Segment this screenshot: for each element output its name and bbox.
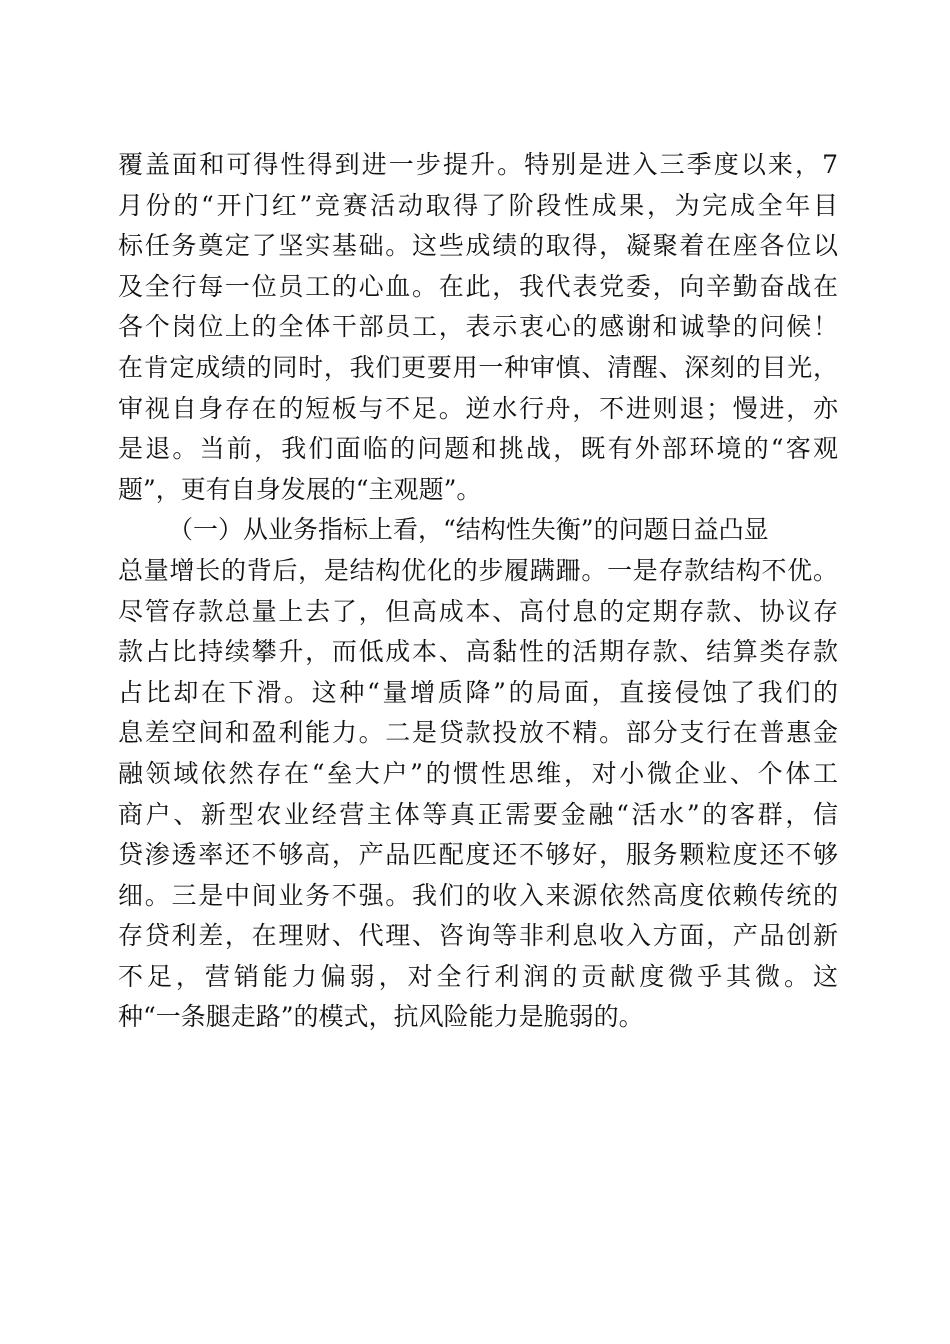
text-line: 商户、新型农业经营主体等真正需要金融“活水”的客群，信 — [118, 799, 838, 829]
text-line: 题”，更有自身发展的“主观题”。 — [118, 474, 482, 504]
text-line: 审视自身存在的短板与不足。逆水行舟，不进则退；慢进，亦 — [118, 393, 838, 423]
section-heading: （一）从业务指标上看，“结构性失衡”的问题日益凸显 — [168, 515, 769, 545]
text-line: 存贷利差，在理财、代理、咨询等非利息收入方面，产品创新 — [118, 921, 838, 951]
text-line: 及全行每一位员工的心血。在此，我代表党委，向辛勤奋战在 — [118, 271, 838, 301]
text-line: 融领域依然存在“垒大户”的惯性思维，对小微企业、个体工 — [118, 758, 838, 788]
text-line: 尽管存款总量上去了，但高成本、高付息的定期存款、协议存 — [118, 596, 838, 626]
text-line: 息差空间和盈利能力。二是贷款投放不精。部分支行在普惠金 — [118, 718, 838, 748]
text-line: 总量增长的背后，是结构优化的步履蹒跚。一是存款结构不优。 — [118, 555, 838, 585]
text-line: 是退。当前，我们面临的问题和挑战，既有外部环境的“客观 — [118, 434, 838, 464]
text-line: 款占比持续攀升，而低成本、高黏性的活期存款、结算类存款 — [118, 637, 838, 667]
text-line: 种“一条腿走路”的模式，抗风险能力是脆弱的。 — [118, 1002, 644, 1032]
text-line: 贷渗透率还不够高，产品匹配度还不够好，服务颗粒度还不够 — [118, 840, 838, 870]
text-line: 在肯定成绩的同时，我们更要用一种审慎、清醒、深刻的目光， — [118, 352, 838, 382]
text-line: 细。三是中间业务不强。我们的收入来源依然高度依赖传统的 — [118, 880, 838, 910]
text-line: 覆盖面和可得性得到进一步提升。特别是进入三季度以来，7 — [118, 150, 838, 179]
text-line: 月份的“开门红”竞赛活动取得了阶段性成果，为完成全年目 — [118, 190, 838, 220]
text-line: 各个岗位上的全体干部员工，表示衷心的感谢和诚挚的问候！ — [118, 312, 838, 342]
text-line: 不足，营销能力偏弱，对全行利润的贡献度微乎其微。这 — [118, 961, 838, 991]
body-text — [118, 145, 838, 1038]
text-line: 标任务奠定了坚实基础。这些成绩的取得，凝聚着在座各位以 — [118, 231, 838, 261]
text-line: 占比却在下滑。这种“量增质降”的局面，直接侵蚀了我们的 — [118, 677, 838, 707]
